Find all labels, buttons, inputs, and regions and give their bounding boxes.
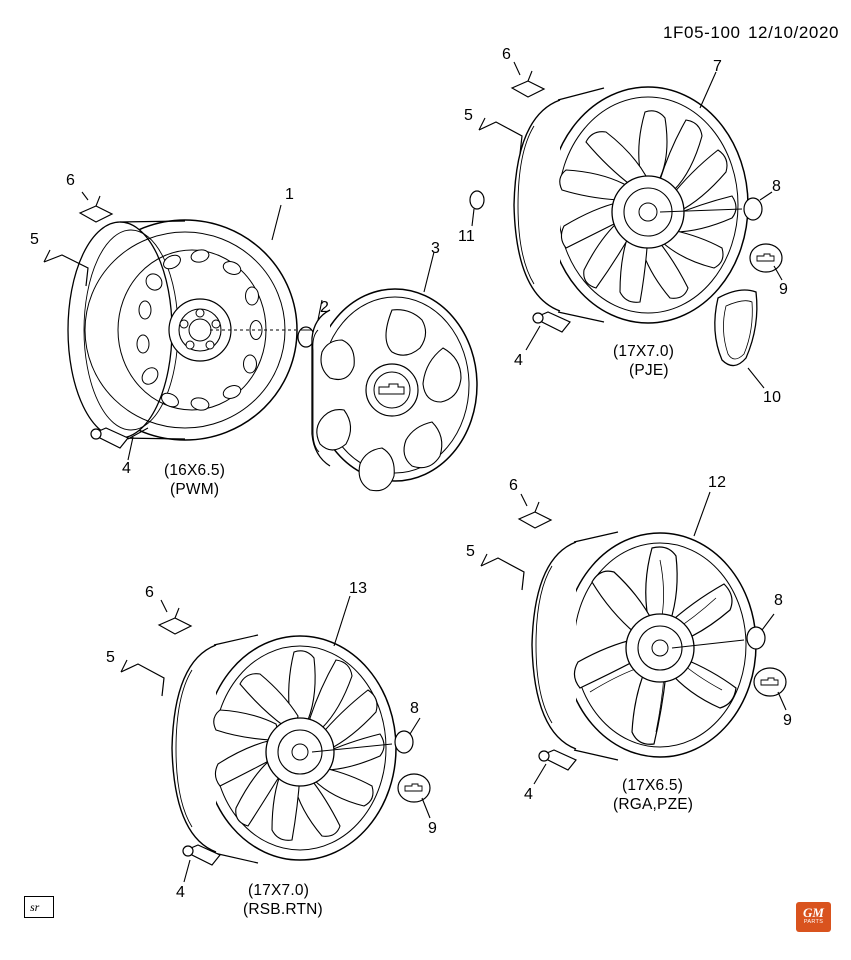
callout-5-pje: 5 [464, 107, 474, 124]
callout-5-pwm: 5 [30, 231, 40, 248]
revision-stamp [24, 896, 54, 918]
revision-stamp-text: sr [30, 900, 40, 914]
callout-6-rsb: 6 [145, 584, 155, 601]
callout-5-rsb: 5 [106, 649, 116, 666]
gm-parts-logo [796, 902, 831, 932]
alloy-wheel-rga-assembly [481, 492, 786, 784]
alloy-wheel-rsb-assembly [121, 596, 430, 882]
label-pwm-size: (16X6.5) [164, 462, 226, 479]
callout-4-pje: 4 [514, 352, 524, 369]
callout-4-pwm: 4 [122, 460, 132, 477]
label-rsb-rpo: (RSB.RTN) [243, 901, 323, 918]
callout-4-rga: 4 [524, 786, 534, 803]
callout-6-pje: 6 [502, 46, 512, 63]
callout-9-rsb: 9 [428, 820, 438, 837]
gm-logo-text: GM [803, 905, 824, 920]
callout-6-rga: 6 [509, 477, 519, 494]
label-rga-size: (17X6.5) [622, 777, 684, 794]
callout-9-rga: 9 [783, 712, 793, 729]
callout-8-rsb: 8 [410, 700, 420, 717]
callout-4-rsb: 4 [176, 884, 186, 901]
callout-6-pwm: 6 [66, 172, 76, 189]
callout-12: 12 [708, 474, 727, 491]
steel-wheel-assembly [44, 192, 477, 491]
drawing-number: 1F05-100 [663, 23, 741, 42]
label-pje-rpo: (PJE) [629, 362, 669, 379]
callout-10: 10 [763, 389, 782, 406]
callout-8-pje: 8 [772, 178, 782, 195]
callout-7: 7 [713, 58, 723, 75]
drawing-date: 12/10/2020 [748, 23, 840, 42]
wheel-cover-pwm [312, 252, 477, 491]
gm-logo-subtext: PARTS [803, 919, 824, 925]
alloy-wheel-pje-assembly [470, 62, 782, 388]
callout-13: 13 [349, 580, 368, 597]
callout-5-rga: 5 [466, 543, 476, 560]
label-rga-rpo: (RGA,PZE) [613, 796, 694, 813]
callout-11: 11 [458, 228, 476, 245]
callout-3: 3 [431, 240, 441, 257]
label-rsb-size: (17X7.0) [248, 882, 310, 899]
callout-9-pje: 9 [779, 281, 789, 298]
label-pje-size: (17X7.0) [613, 343, 675, 360]
callout-8-rga: 8 [774, 592, 784, 609]
label-pwm-rpo: (PWM) [170, 481, 220, 498]
callout-1: 1 [285, 186, 295, 203]
callout-2: 2 [320, 299, 330, 316]
